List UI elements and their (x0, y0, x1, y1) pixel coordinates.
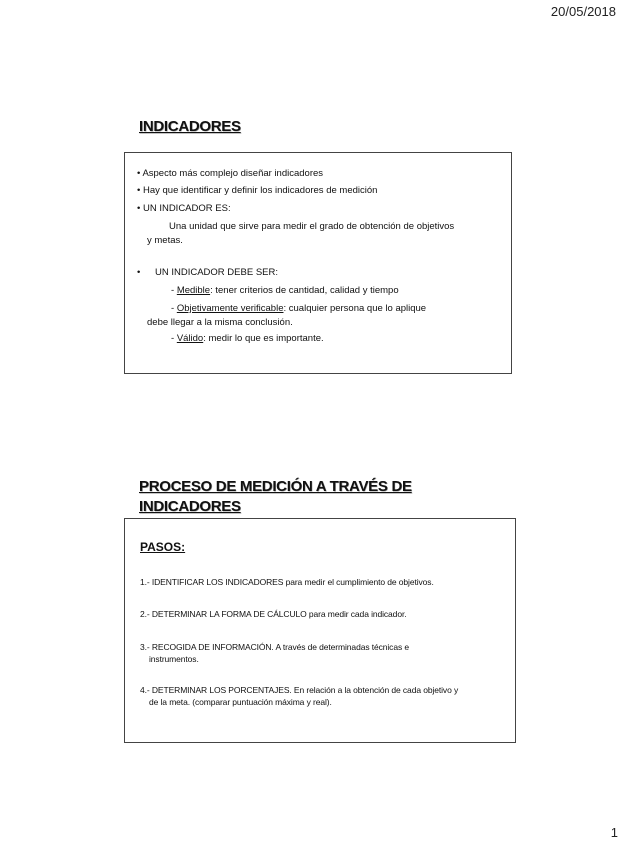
step-2: 2.- DETERMINAR LA FORMA DE CÁLCULO para medir cada indicador. (140, 609, 407, 619)
objetivamente-term: Objetivamente verificable (176, 303, 284, 314)
slide2-title-line-2: INDICADORES (139, 498, 241, 515)
page-number: 1 (610, 825, 618, 840)
step-4-line-1: 4.- DETERMINAR LOS PORCENTAJES. En relación a la obtención de cada objetivo y (140, 685, 459, 695)
step-3-line-1: 3.- RECOGIDA DE INFORMACIÓN. A través de determinadas técnicas e (140, 642, 409, 652)
bullet-2: • Hay que identificar y definir los indicadores de medición (137, 185, 378, 196)
item-valido: - Válido: medir lo que es importante. (171, 333, 324, 344)
step-4-line-2: de la meta. (comparar puntuación máxima y real). (149, 697, 332, 707)
valido-term: Válido (176, 333, 204, 344)
objetivamente-desc: : cualquier persona que lo aplique (283, 303, 427, 314)
objetivamente-cont: debe llegar a la misma conclusión. (147, 317, 293, 328)
bullet-1: • Aspecto más complejo diseñar indicadores (137, 168, 324, 179)
item-objetivamente: - Objetivamente verificable: cualquier persona que lo aplique (171, 303, 427, 314)
slide1-title: INDICADORES (139, 118, 241, 135)
slide2-title-line-1: PROCESO DE MEDICIÓN A TRAVÉS DE (139, 478, 412, 495)
print-date: 20/05/2018 (550, 4, 616, 19)
item-medible: - Medible: tener criterios de cantidad, calidad y tiempo (171, 285, 399, 296)
valido-desc: : medir lo que es importante. (203, 333, 324, 344)
slide1-content-box (124, 152, 512, 374)
step-1: 1.- IDENTIFICAR LOS INDICADORES para medir el cumplimiento de objetivos. (140, 577, 434, 587)
step-3-line-2: instrumentos. (149, 654, 199, 664)
slide2-title (139, 477, 439, 517)
must-be-bullet: • (137, 267, 141, 278)
pasos-heading: PASOS: (140, 540, 186, 554)
bullet-3: • UN INDICADOR ES: (137, 203, 231, 214)
must-be-heading: UN INDICADOR DEBE SER: (155, 267, 278, 278)
medible-desc: : tener criterios de cantidad, calidad y tiempo (210, 285, 399, 296)
definition-line-2: y metas. (147, 235, 183, 246)
slide2-content-box (124, 518, 516, 743)
medible-term: Medible (176, 285, 211, 296)
definition-line-1: Una unidad que sirve para medir el grado de obtención de objetivos (169, 221, 455, 232)
